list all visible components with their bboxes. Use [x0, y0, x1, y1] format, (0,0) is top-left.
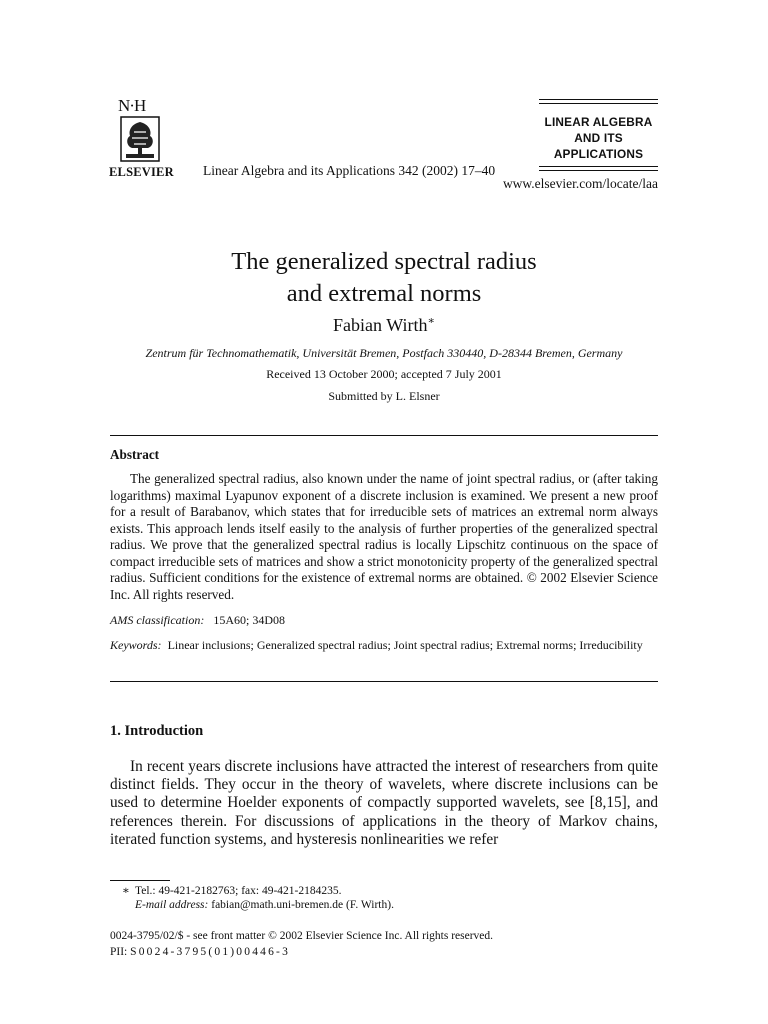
keywords-value: Linear inclusions; Generalized spectral radius; Joint spectral radius; Extremal norms; Irreducibility	[167, 638, 643, 652]
elsevier-tree-logo-icon	[120, 116, 160, 162]
author-name: Fabian Wirth	[333, 315, 428, 335]
journal-brand-line: APPLICATIONS	[553, 147, 644, 161]
paper-title-line: The generalized spectral radius	[231, 248, 537, 275]
ams-value: 15A60; 34D08	[213, 613, 285, 627]
keywords	[110, 637, 658, 653]
author-affiliation: Zentrum für Technomathematik, Universität Bremen, Postfach 330440, D-28344 Bremen, Germany	[145, 346, 623, 360]
abstract-body: The generalized spectral radius, also known under the name of joint spectral radius, or (after taking logarithms) maximal Lyapunov exponent of a discrete inclusion is examined. We present a new proof for a result of Barabanov, which states that for irreducible sets of matrices an extremal norm always exists. This approach lends itself easily to the analysis of further properties of the generalized spectral radius. We prove that the generalized spectral radius is locally Lipschitz continuous on the space of compact irreducible sets of matrices and show a strict monotonicity property of the generalized spectral radius. Sufficient conditions for the existence of extremal norms are obtained. © 2002 Elsevier Science Inc. All rights reserved.	[110, 471, 658, 602]
journal-url-link[interactable]: www.elsevier.com/locate/laa	[502, 176, 658, 191]
abstract-top-rule	[110, 435, 658, 436]
section-body: In recent years discrete inclusions have attracted the interest of researchers from quite distinct fields. They occur in the theory of wavelets, where discrete inclusions can be used to determine Hoelder exponents of compactly supported wavelets, see [8,15], and references therein. For discussions of applications in the theory of Markov chains, iterated function systems, and hysteresis nonlinearities we refer	[110, 758, 658, 848]
author	[0, 314, 768, 336]
section-heading: 1. Introduction	[110, 723, 204, 739]
brand-bottom-rule	[539, 166, 658, 167]
footnote-mark: ∗	[122, 885, 130, 897]
brand-bottom-rule-2	[539, 170, 658, 171]
journal-brand-line: LINEAR ALGEBRA	[544, 115, 653, 129]
email-label: E-mail address:	[135, 899, 209, 911]
keywords-label: Keywords:	[110, 638, 162, 652]
footnote-rule	[110, 880, 170, 881]
journal-citation: Linear Algebra and its Applications 342 (2002) 17–40	[203, 163, 496, 178]
abstract-heading: Abstract	[110, 447, 160, 462]
submitted-by: Submitted by L. Elsner	[328, 389, 440, 403]
paper-title	[0, 246, 768, 310]
footnote-contact-text: Tel.: 49-421-2182763; fax: 49-421-2184235.	[135, 885, 342, 897]
imprint-pii	[110, 944, 493, 960]
imprint-copyright: 0024-3795/02/$ - see front matter © 2002 Elsevier Science Inc. All rights reserved.	[110, 930, 494, 942]
brand-top-rule	[539, 99, 658, 100]
footnote-contact	[122, 884, 341, 899]
pii-value: S0024-3795(01)00446-3	[130, 946, 291, 958]
brand-top-rule-2	[539, 103, 658, 104]
pii-label: PII:	[110, 946, 128, 958]
abstract-bottom-rule	[110, 681, 658, 682]
author-footnote-mark[interactable]: ∗	[427, 315, 435, 327]
journal-brand	[539, 114, 658, 162]
ams-label: AMS classification:	[110, 613, 205, 627]
journal-brand-line: AND ITS	[574, 131, 623, 145]
ams-classification	[110, 613, 285, 628]
publisher-logo-mark: N·H	[118, 96, 146, 115]
received-dates: Received 13 October 2000; accepted 7 July 2001	[266, 367, 502, 381]
imprint	[110, 928, 493, 960]
email-address-link[interactable]: fabian@math.uni-bremen.de (F. Wirth).	[211, 899, 394, 911]
publisher-name: ELSEVIER	[109, 165, 174, 179]
footnote-email	[135, 899, 394, 911]
paper-title-line: and extremal norms	[286, 280, 482, 307]
